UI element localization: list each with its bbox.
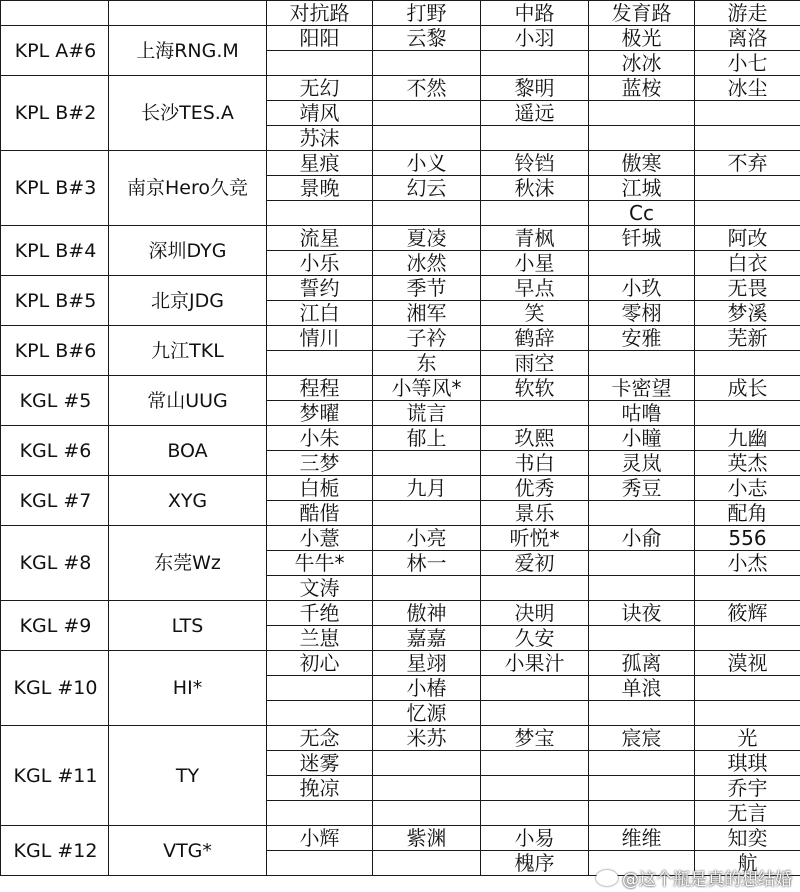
player-cell bbox=[589, 101, 695, 126]
player-cell: 誓约 bbox=[267, 276, 373, 301]
player-cell: 秀豆 bbox=[589, 476, 695, 501]
player-cell: 迷雾 bbox=[267, 751, 373, 776]
player-cell: 小辉 bbox=[267, 826, 373, 851]
player-cell: 流星 bbox=[267, 226, 373, 251]
player-cell bbox=[695, 101, 800, 126]
team-tag: KGL #7 bbox=[1, 476, 109, 526]
player-cell bbox=[695, 701, 800, 726]
team-tag: KGL #10 bbox=[1, 651, 109, 726]
player-cell: 宸宸 bbox=[589, 726, 695, 751]
player-cell: 无念 bbox=[267, 726, 373, 751]
team-tag: KGL #11 bbox=[1, 726, 109, 826]
player-cell: 鹤辞 bbox=[481, 326, 589, 351]
player-cell bbox=[589, 776, 695, 801]
table-row bbox=[1, 826, 800, 851]
player-cell bbox=[589, 626, 695, 651]
team-name: 长沙TES.A bbox=[109, 76, 267, 151]
player-cell: 幻云 bbox=[373, 176, 481, 201]
table-row bbox=[1, 226, 800, 251]
player-cell bbox=[589, 576, 695, 601]
player-cell: 小志 bbox=[695, 476, 800, 501]
player-cell bbox=[481, 751, 589, 776]
table-row bbox=[1, 376, 800, 401]
table-row bbox=[1, 476, 800, 501]
player-cell: 航 bbox=[695, 851, 800, 876]
team-tag: KGL #8 bbox=[1, 526, 109, 601]
player-cell bbox=[695, 351, 800, 376]
player-cell bbox=[373, 201, 481, 226]
table-body bbox=[1, 26, 800, 876]
player-cell: 光 bbox=[695, 726, 800, 751]
player-cell: 白衣 bbox=[695, 251, 800, 276]
player-cell: 无言 bbox=[695, 801, 800, 826]
header-cell bbox=[109, 1, 267, 26]
player-cell: 蓝桉 bbox=[589, 76, 695, 101]
player-cell bbox=[373, 801, 481, 826]
header-cell: 对抗路 bbox=[267, 1, 373, 26]
table-row bbox=[1, 726, 800, 751]
player-cell: 久安 bbox=[481, 626, 589, 651]
player-cell: 知奕 bbox=[695, 826, 800, 851]
player-cell bbox=[267, 676, 373, 701]
player-cell bbox=[695, 401, 800, 426]
player-cell bbox=[481, 576, 589, 601]
player-cell: 决明 bbox=[481, 601, 589, 626]
player-cell: 笑 bbox=[481, 301, 589, 326]
player-cell bbox=[373, 751, 481, 776]
player-cell: 挽凉 bbox=[267, 776, 373, 801]
player-cell bbox=[589, 701, 695, 726]
player-cell: 郁上 bbox=[373, 426, 481, 451]
player-cell: 琪琪 bbox=[695, 751, 800, 776]
player-cell: 阿改 bbox=[695, 226, 800, 251]
header-cell: 发育路 bbox=[589, 1, 695, 26]
player-cell bbox=[481, 201, 589, 226]
player-cell: 小玖 bbox=[589, 276, 695, 301]
player-cell: 灵岚 bbox=[589, 451, 695, 476]
table-row bbox=[1, 76, 800, 101]
player-cell bbox=[481, 776, 589, 801]
player-cell: 梦宝 bbox=[481, 726, 589, 751]
watermark bbox=[596, 865, 792, 890]
player-cell: 云黎 bbox=[373, 26, 481, 51]
team-tag: KGL #9 bbox=[1, 601, 109, 651]
team-tag: KGL #6 bbox=[1, 426, 109, 476]
player-cell bbox=[373, 851, 481, 876]
player-cell: 维维 bbox=[589, 826, 695, 851]
player-cell: 梦曜 bbox=[267, 401, 373, 426]
player-cell: 爱初 bbox=[481, 551, 589, 576]
player-cell: 小等风* bbox=[373, 376, 481, 401]
player-cell bbox=[589, 251, 695, 276]
player-cell: 忆源 bbox=[373, 701, 481, 726]
player-cell: 嘉嘉 bbox=[373, 626, 481, 651]
player-cell: 冰尘 bbox=[695, 76, 800, 101]
player-cell: 谎言 bbox=[373, 401, 481, 426]
player-cell bbox=[481, 801, 589, 826]
player-cell bbox=[589, 351, 695, 376]
player-cell: 湘军 bbox=[373, 301, 481, 326]
player-cell: 556 bbox=[695, 526, 800, 551]
player-cell: 漠视 bbox=[695, 651, 800, 676]
player-cell: 乔宇 bbox=[695, 776, 800, 801]
player-cell bbox=[267, 201, 373, 226]
player-cell: 黎明 bbox=[481, 76, 589, 101]
chat-bubble-icon bbox=[596, 870, 618, 886]
player-cell: 兰崽 bbox=[267, 626, 373, 651]
player-cell: 梦溪 bbox=[695, 301, 800, 326]
player-cell: 星痕 bbox=[267, 151, 373, 176]
player-cell bbox=[481, 676, 589, 701]
player-cell: 小星 bbox=[481, 251, 589, 276]
player-cell: 傲神 bbox=[373, 601, 481, 626]
player-cell: 初心 bbox=[267, 651, 373, 676]
player-cell: 小椿 bbox=[373, 676, 481, 701]
team-name: 东莞Wz bbox=[109, 526, 267, 601]
player-cell: 听悦* bbox=[481, 526, 589, 551]
player-cell: 小乐 bbox=[267, 251, 373, 276]
player-cell bbox=[589, 501, 695, 526]
player-cell: 优秀 bbox=[481, 476, 589, 501]
player-cell bbox=[481, 401, 589, 426]
team-name: LTS bbox=[109, 601, 267, 651]
team-name: 九江TKL bbox=[109, 326, 267, 376]
player-cell bbox=[695, 126, 800, 151]
player-cell: 小朱 bbox=[267, 426, 373, 451]
player-cell bbox=[267, 51, 373, 76]
header-cell: 中路 bbox=[481, 1, 589, 26]
player-cell: 极光 bbox=[589, 26, 695, 51]
player-cell: 钎城 bbox=[589, 226, 695, 251]
team-name: BOA bbox=[109, 426, 267, 476]
table-row bbox=[1, 526, 800, 551]
player-cell bbox=[373, 451, 481, 476]
player-cell: 小亮 bbox=[373, 526, 481, 551]
player-cell: 靖风 bbox=[267, 101, 373, 126]
player-cell: 遥远 bbox=[481, 101, 589, 126]
player-cell: 孤离 bbox=[589, 651, 695, 676]
player-cell bbox=[373, 51, 481, 76]
player-cell: 不弃 bbox=[695, 151, 800, 176]
player-cell bbox=[373, 101, 481, 126]
player-cell: 小薏 bbox=[267, 526, 373, 551]
table-row bbox=[1, 651, 800, 676]
player-cell: 傲寒 bbox=[589, 151, 695, 176]
team-name: 常山UUG bbox=[109, 376, 267, 426]
player-cell: 铃铛 bbox=[481, 151, 589, 176]
player-cell bbox=[589, 551, 695, 576]
player-cell: 单浪 bbox=[589, 676, 695, 701]
team-tag: KPL B#3 bbox=[1, 151, 109, 226]
player-cell bbox=[373, 501, 481, 526]
player-cell: 紫渊 bbox=[373, 826, 481, 851]
header-cell: 打野 bbox=[373, 1, 481, 26]
player-cell: 文涛 bbox=[267, 576, 373, 601]
table-row bbox=[1, 426, 800, 451]
player-cell bbox=[481, 51, 589, 76]
player-cell: 小义 bbox=[373, 151, 481, 176]
player-cell bbox=[267, 801, 373, 826]
team-name: TY bbox=[109, 726, 267, 826]
table-row bbox=[1, 26, 800, 51]
watermark-text: @这个瓶是真的想结婚 bbox=[622, 870, 792, 890]
player-cell: 芜新 bbox=[695, 326, 800, 351]
player-cell: 林一 bbox=[373, 551, 481, 576]
player-cell: 九月 bbox=[373, 476, 481, 501]
team-name: 深圳DYG bbox=[109, 226, 267, 276]
player-cell: 三梦 bbox=[267, 451, 373, 476]
player-cell: 白栀 bbox=[267, 476, 373, 501]
player-cell: 零栩 bbox=[589, 301, 695, 326]
team-tag: KPL B#4 bbox=[1, 226, 109, 276]
player-cell: 小瞳 bbox=[589, 426, 695, 451]
player-cell: Cc bbox=[589, 201, 695, 226]
player-cell: 季节 bbox=[373, 276, 481, 301]
team-tag: KPL B#5 bbox=[1, 276, 109, 326]
table-row bbox=[1, 326, 800, 351]
player-cell: 离洛 bbox=[695, 26, 800, 51]
player-cell bbox=[695, 576, 800, 601]
player-cell: 秋沫 bbox=[481, 176, 589, 201]
player-cell: 小杰 bbox=[695, 551, 800, 576]
table-row bbox=[1, 601, 800, 626]
player-cell bbox=[589, 751, 695, 776]
player-cell: 冰冰 bbox=[589, 51, 695, 76]
player-cell: 不然 bbox=[373, 76, 481, 101]
table-row bbox=[1, 151, 800, 176]
player-cell: 安雅 bbox=[589, 326, 695, 351]
team-tag: KGL #5 bbox=[1, 376, 109, 426]
player-cell bbox=[695, 676, 800, 701]
player-cell bbox=[695, 626, 800, 651]
team-name: 南京Hero久竞 bbox=[109, 151, 267, 226]
player-cell: 冰然 bbox=[373, 251, 481, 276]
team-tag: KGL #12 bbox=[1, 826, 109, 876]
player-cell: 小七 bbox=[695, 51, 800, 76]
player-cell: 苏沫 bbox=[267, 126, 373, 151]
team-tag: KPL B#2 bbox=[1, 76, 109, 151]
player-cell: 程程 bbox=[267, 376, 373, 401]
player-cell bbox=[373, 576, 481, 601]
player-cell: 江城 bbox=[589, 176, 695, 201]
player-cell: 牛牛* bbox=[267, 551, 373, 576]
player-cell: 筱辉 bbox=[695, 601, 800, 626]
player-cell: 无幻 bbox=[267, 76, 373, 101]
player-cell: 青枫 bbox=[481, 226, 589, 251]
player-cell: 软软 bbox=[481, 376, 589, 401]
player-cell: 情川 bbox=[267, 326, 373, 351]
team-tag: KPL B#6 bbox=[1, 326, 109, 376]
player-cell bbox=[267, 701, 373, 726]
player-cell: 景晚 bbox=[267, 176, 373, 201]
table-row bbox=[1, 276, 800, 301]
player-cell: 无畏 bbox=[695, 276, 800, 301]
player-cell: 书白 bbox=[481, 451, 589, 476]
player-cell: 雨空 bbox=[481, 351, 589, 376]
player-cell: 诀夜 bbox=[589, 601, 695, 626]
player-cell bbox=[481, 126, 589, 151]
team-name: 上海RNG.M bbox=[109, 26, 267, 76]
player-cell: 米苏 bbox=[373, 726, 481, 751]
team-tag: KPL A#6 bbox=[1, 26, 109, 76]
player-cell: 夏凌 bbox=[373, 226, 481, 251]
player-cell: 九幽 bbox=[695, 426, 800, 451]
team-name: VTG* bbox=[109, 826, 267, 876]
player-cell: 咕噜 bbox=[589, 401, 695, 426]
player-cell bbox=[589, 126, 695, 151]
player-cell: 景乐 bbox=[481, 501, 589, 526]
player-cell: 配角 bbox=[695, 501, 800, 526]
player-cell: 小果汁 bbox=[481, 651, 589, 676]
team-name: 北京JDG bbox=[109, 276, 267, 326]
player-cell: 江白 bbox=[267, 301, 373, 326]
player-cell: 星翊 bbox=[373, 651, 481, 676]
player-cell: 早点 bbox=[481, 276, 589, 301]
player-cell bbox=[267, 851, 373, 876]
player-cell: 酷偕 bbox=[267, 501, 373, 526]
player-cell: 小羽 bbox=[481, 26, 589, 51]
player-cell bbox=[589, 801, 695, 826]
player-cell bbox=[267, 351, 373, 376]
player-cell: 卡密望 bbox=[589, 376, 695, 401]
header-row bbox=[1, 1, 800, 26]
player-cell bbox=[695, 176, 800, 201]
player-cell bbox=[373, 776, 481, 801]
team-name: XYG bbox=[109, 476, 267, 526]
header-cell bbox=[1, 1, 109, 26]
player-cell: 小易 bbox=[481, 826, 589, 851]
player-cell: 成长 bbox=[695, 376, 800, 401]
player-cell: 槐序 bbox=[481, 851, 589, 876]
team-name: HI* bbox=[109, 651, 267, 726]
player-cell: 小俞 bbox=[589, 526, 695, 551]
player-cell bbox=[481, 701, 589, 726]
player-cell bbox=[373, 126, 481, 151]
player-cell: 东 bbox=[373, 351, 481, 376]
header-cell: 游走 bbox=[695, 1, 800, 26]
player-cell: 玖熙 bbox=[481, 426, 589, 451]
player-cell bbox=[695, 201, 800, 226]
player-cell: 阳阳 bbox=[267, 26, 373, 51]
player-cell: 英杰 bbox=[695, 451, 800, 476]
player-cell: 子衿 bbox=[373, 326, 481, 351]
player-cell: 千绝 bbox=[267, 601, 373, 626]
